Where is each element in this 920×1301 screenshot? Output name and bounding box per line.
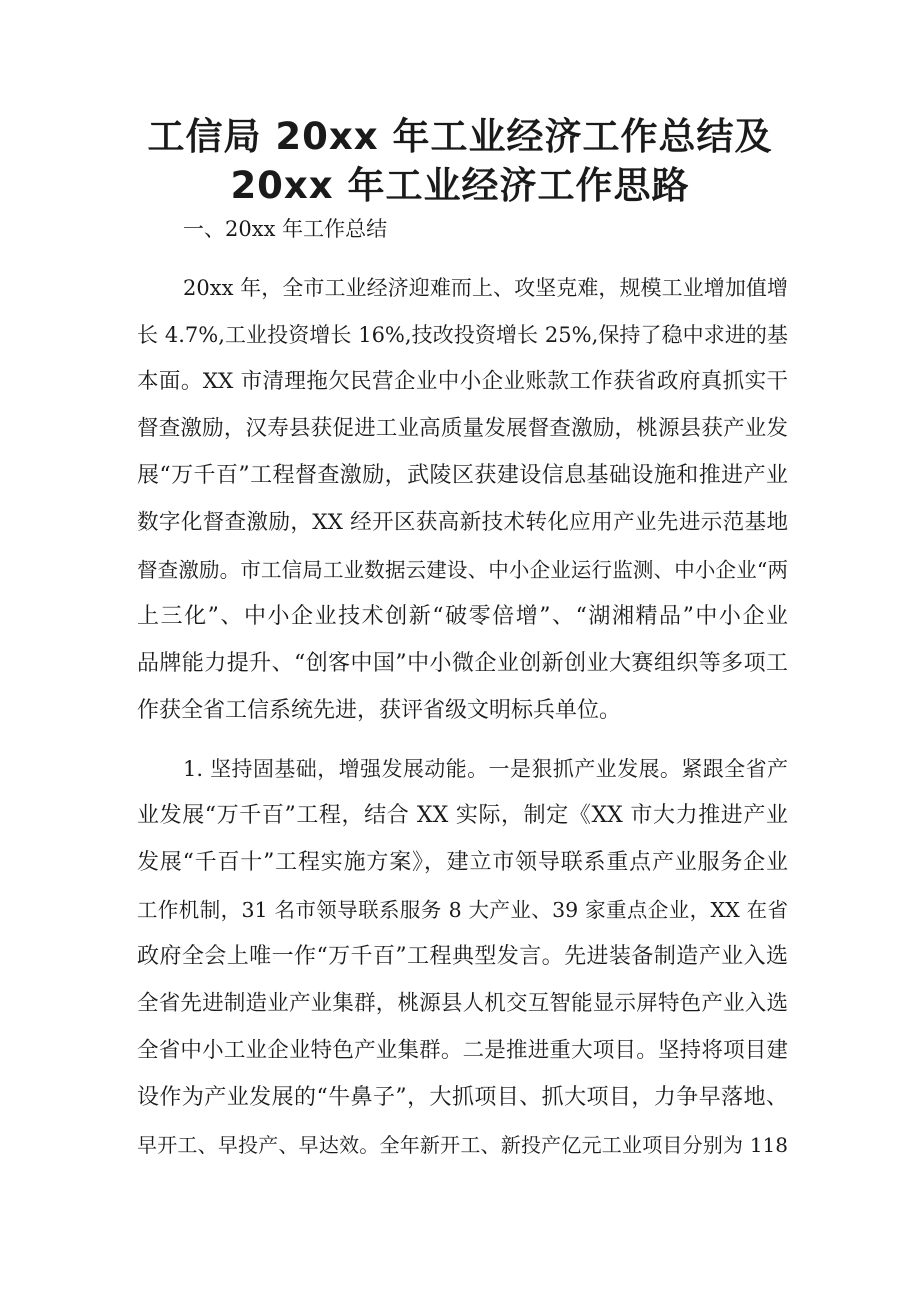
paragraph-line: 全省中小工业企业特色产业集群。二是推进重大项目。坚持将项目建 (137, 1038, 788, 1063)
paragraph-line: 数字化督查激励，XX 经开区获高新技术转化应用产业先进示范基地 (137, 510, 788, 535)
paragraph-line: 全省先进制造业产业集群，桃源县人机交互智能显示屏特色产业入选 (137, 991, 788, 1016)
section-heading: 一、20xx 年工作总结 (183, 217, 388, 241)
paragraph-line: 20xx 年，全市工业经济迎难而上、攻坚克难，规模工业增加值增 (183, 276, 788, 300)
paragraph-line: 早开工、早投产、早达效。全年新开工、新投产亿元工业项目分别为 118 (137, 1133, 788, 1157)
paragraph-line: 督查激励。市工信局工业数据云建设、中小企业运行监测、中小企业“两 (137, 558, 788, 582)
paragraph-line: 长 4.7%,工业投资增长 16%,技改投资增长 25%,保持了稳中求进的基 (137, 323, 788, 347)
paragraph-line: 发展“千百十”工程实施方案》，建立市领导联系重点产业服务企业 (137, 850, 788, 875)
paragraph-line: 督查激励，汉寿县获促进工业高质量发展督查激励，桃源县获产业发 (137, 416, 788, 441)
paragraph-line: 政府全会上唯一作“万千百”工程典型发言。先进装备制造产业入选 (137, 944, 788, 969)
paragraph-line: 业发展“万千百”工程，结合 XX 实际，制定《XX 市大力推进产业 (137, 803, 788, 828)
paragraph-line: 作获全省工信系统先进，获评省级文明标兵单位。 (137, 698, 622, 723)
paragraph-line: 展“万千百”工程督查激励，武陵区获建设信息基础设施和推进产业 (137, 463, 788, 488)
paragraph-line: 1. 坚持固基础，增强发展动能。一是狠抓产业发展。紧跟全省产 (183, 757, 788, 781)
paragraph-line: 本面。XX 市清理拖欠民营企业中小企业账款工作获省政府真抓实干 (137, 369, 788, 394)
document-title-line-1: 工信局 20xx 年工业经济工作总结及 (147, 115, 773, 158)
paragraph-line: 品牌能力提升、“创客中国”中小微企业创新创业大赛组织等多项工 (137, 651, 788, 676)
paragraph-line: 上三化”、中小企业技术创新“破零倍增”、“湖湘精品”中小企业 (137, 604, 788, 629)
paragraph-line: 工作机制，31 名市领导联系服务 8 大产业、39 家重点企业，XX 在省 (137, 898, 788, 922)
paragraph-line: 设作为产业发展的“牛鼻子”，大抓项目、抓大项目，力争早落地、 (137, 1085, 788, 1110)
document-title-line-2: 20xx 年工业经济工作思路 (230, 164, 690, 207)
